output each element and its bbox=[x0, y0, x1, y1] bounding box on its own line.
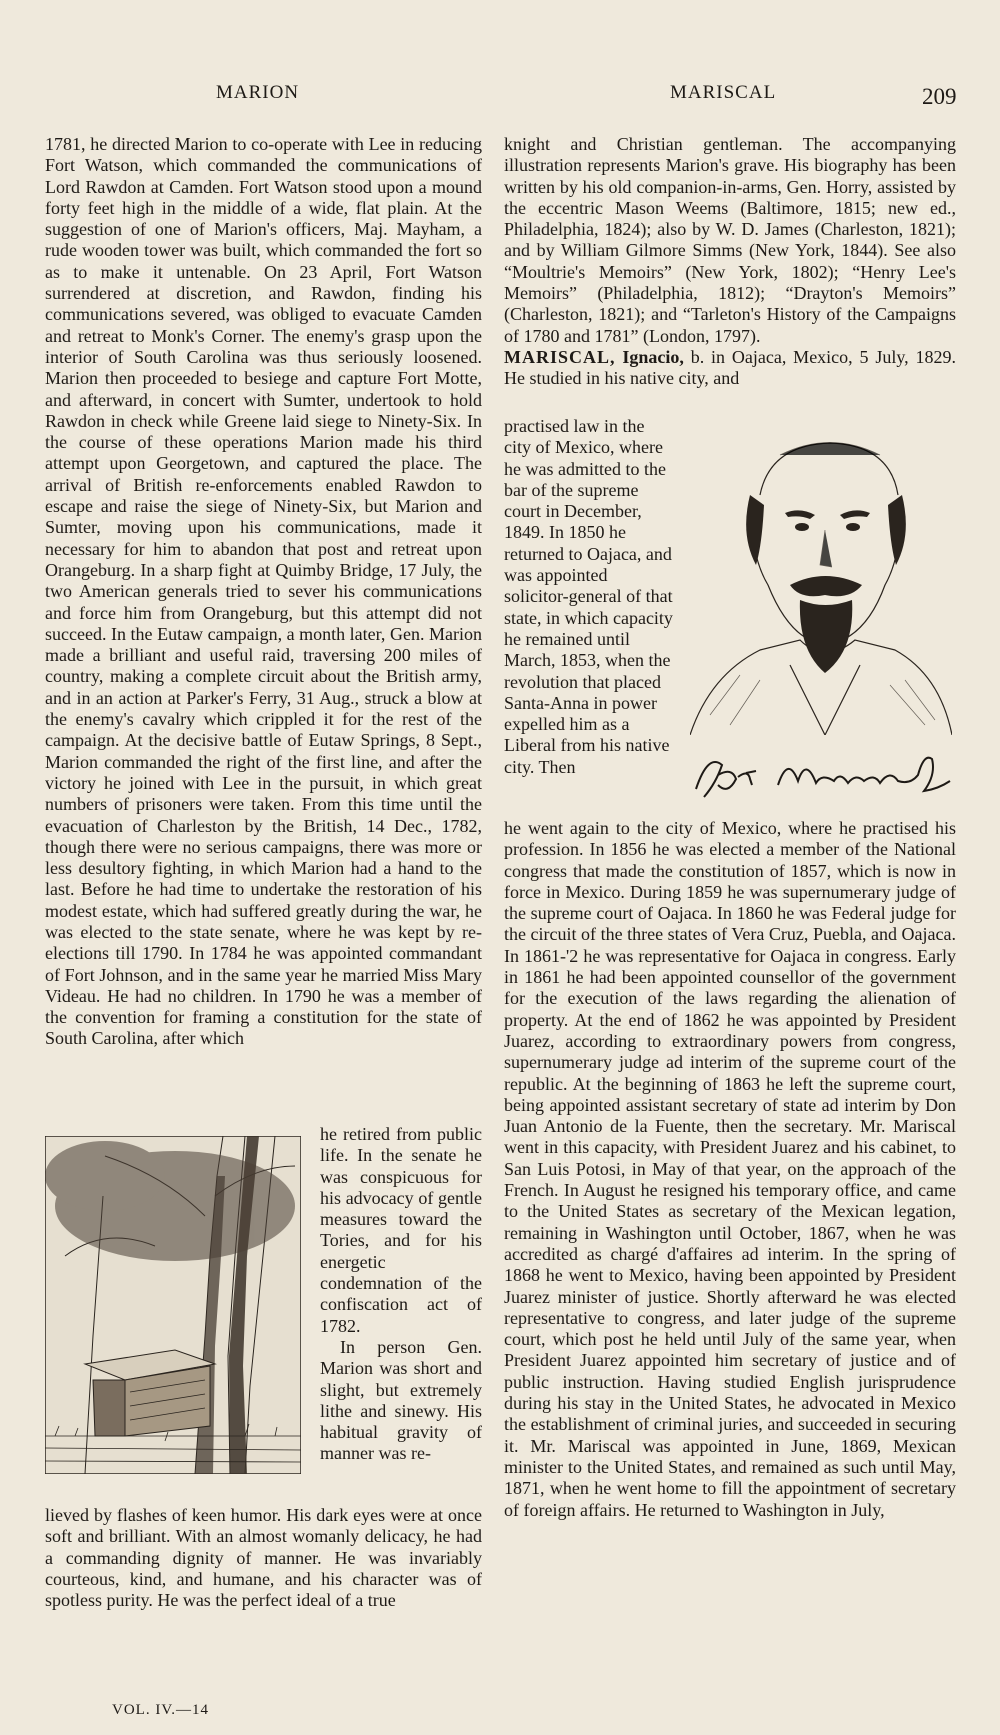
marion-retirement-text: he retired from public life. In the senate he was conspicuous for his advocacy of gentle measures toward the Tories, and for his energetic condemnation of the confiscation act of 1782. bbox=[320, 1124, 482, 1336]
marion-person-text: In person Gen. Marion was short and slight, but extremely lithe and sinewy. His habitual gravity of manner was re- bbox=[320, 1336, 482, 1464]
volume-signature: VOL. IV.—14 bbox=[112, 1702, 209, 1718]
mariscal-entry-intro bbox=[504, 347, 956, 390]
page-number: 209 bbox=[922, 84, 957, 109]
mariscal-later-career: he went again to the city of Mexico, where he practised his profession. In 1856 he was elected a member of the National congress that made the constitution of 1857, which is now in force in Mexico. During 1859 he was supernumerary judge of the supreme court of Oajaca. In 1860 he was Federal judge for the circuit of the three states of Vera Cruz, Puebla, and Oajaca. In 1861-'2 he was representative for Oajaca in congress. Early in 1861 he had been appointed counsellor of the government for the execution of the laws regarding the alienation of property. At the end of 1862 he was appointed by President Juarez, according to extraordinary powers from congress, supernumerary judge ad interim of the supreme court of the republic. At the beginning of 1863 he left the supreme court, being appointed assistant secretary of state ad interim by Don Juan Antonio de la Fuente, then the secretary. Mr. Mariscal went in this capacity, with President Juarez and his cabinet, to San Luis Potosi, in May of that year, on the approach of the French. In August he resigned his temporary office, and came to the United States as secretary of the Mexican legation, remaining in Washington until October, 1867, when he was accredited as chargé d'affaires ad interim. In the spring of 1868 he went to Mexico, having been appointed by President Juarez minister of justice. Shortly afterward he was elected representative to congress, and later judge of the supreme court, which post he held until July of the same year, when President Juarez appointed him secretary of justice and of public instruction. Having studied English jurisprudence during his stay in the United States, he advocated in Mexico the establishment of criminal juries, and succeeded in securing it. Mr. Mariscal was appointed in June, 1869, Mexican minister to the United States, and remained as such until May, 1871, when he went home to fill the appointment of secretary of foreign affairs. He returned to Washington in July, bbox=[504, 818, 956, 1520]
running-head-right: MARISCAL bbox=[670, 82, 777, 103]
entry-given-name: Ignacio, bbox=[622, 346, 684, 367]
entry-headword: MARISCAL, bbox=[504, 346, 616, 367]
running-head-left: MARION bbox=[216, 82, 300, 103]
right-column-text bbox=[504, 134, 956, 390]
right-bottom-text bbox=[504, 800, 956, 1539]
marion-biography-continued: 1781, he directed Marion to co-operate with Lee in reducing Fort Watson, which commanded the communications of Lord Rawdon at Camden. Fort Watson stood upon a mound forty feet high in the middle of a wide, flat plain. At the suggestion of one of Marion's officers, Maj. Mayham, a rude wooden tower was built, which commanded the fort so as to make it untenable. On 23 April, Fort Watson surrendered at discretion, and Rawdon, finding his communications severed, was obliged to evacuate Camden and retreat to Monk's Corner. The enemy's grasp upon the interior of South Carolina was thus seriously loosened. Marion then proceeded to besiege and capture Fort Motte, and afterward, in concert with Sumter, undertook to hold Rawdon in check while Greene laid siege to Ninety-Six. In the course of these operations Marion made his third attempt upon Georgetown, and captured the place. The arrival of British re-enforcements enabled Rawdon to escape and raise the siege of Ninety-Six, but Marion and Sumter, moving upon his communications, made it necessary for him to abandon that post and retreat upon Orangeburg. In a sharp fight at Quimby Bridge, 17 July, the two American generals tried to sever his communications and force him from Orangeburg, but this attempt did not succeed. In the Eutaw campaign, a month later, Gen. Marion made a brilliant and useful raid, traversing 200 miles of country, making a complete circuit about the British army, and in an action at Parker's Ferry, 31 Aug., struck a blow at the enemy's cavalry which crippled it for the rest of the campaign. At the decisive battle of Eutaw Springs, 8 Sept., Marion commanded the right of the first line, and after the victory he joined with Lee in the pursuit, in which great numbers of prisoners were taken. From this time until the evacuation of Charleston by the British, 14 Dec., 1782, though there were no serious campaigns, there was more or less desultory fighting, in which Marion had a hand to the last. Before he had time to undertake the restoration of his modest estate, which had suffered greatly during the war, he was elected to the state senate, where he was kept by re-elections till 1790. In 1784 he was appointed commandant of Fort Johnson, and in the same year he married Miss Mary Videau. He had no children. In 1790 he was a member of the convention for framing a constitution for the state of South Carolina, after which bbox=[45, 134, 482, 1049]
marion-biography-sources: knight and Christian gentleman. The accompanying illustration represents Marion's grave. His biography has been written by his old companion-in-arms, Gen. Horry, assisted by the eccentric Mason Weems (Baltimore, 1815; new ed., Philadelphia, 1824); also by W. D. James (Charleston, 1821); and by William Gilmore Simms (New York, 1844). See also “Moultrie's Memoirs” (New York, 1802); “Henry Lee's Memoirs” (Philadelphia, 1812); “Drayton's Memoirs” (Charleston, 1821); and “Tarleton's History of the Campaigns of 1780 and 1781” (London, 1797). bbox=[504, 134, 956, 346]
left-wrap-around-text bbox=[320, 1124, 482, 1465]
mariscal-early-career: practised law in the city of Mexico, where he was admitted to the bar of the supreme court in December, 1849. In 1850 he returned to Oajaca, and was appointed solicitor-general of that state, in which capacity he remained until March, 1853, when the revolution that placed Santa-Anna in power expelled him as a Liberal from his native city. Then bbox=[504, 416, 673, 777]
entry-intro-text: b. in Oajaca, Mexico, 5 July, 1829. He studied in his native city, and bbox=[504, 346, 957, 389]
mariscal-signature bbox=[688, 745, 956, 803]
left-column-text bbox=[45, 134, 482, 1050]
marion-character-text: lieved by flashes of keen humor. His dark eyes were at once soft and brilliant. With an almost womanly delicacy, he had a commanding dignity of manner. He was invariably courteous, kind, and humane, and his character was of spotless purity. He was the perfect ideal of a true bbox=[45, 1505, 482, 1611]
left-bottom-text bbox=[45, 1487, 482, 1629]
mariscal-portrait-engraving bbox=[690, 435, 952, 735]
right-wrap-around-text bbox=[504, 416, 674, 778]
marion-grave-engraving bbox=[45, 1136, 301, 1474]
